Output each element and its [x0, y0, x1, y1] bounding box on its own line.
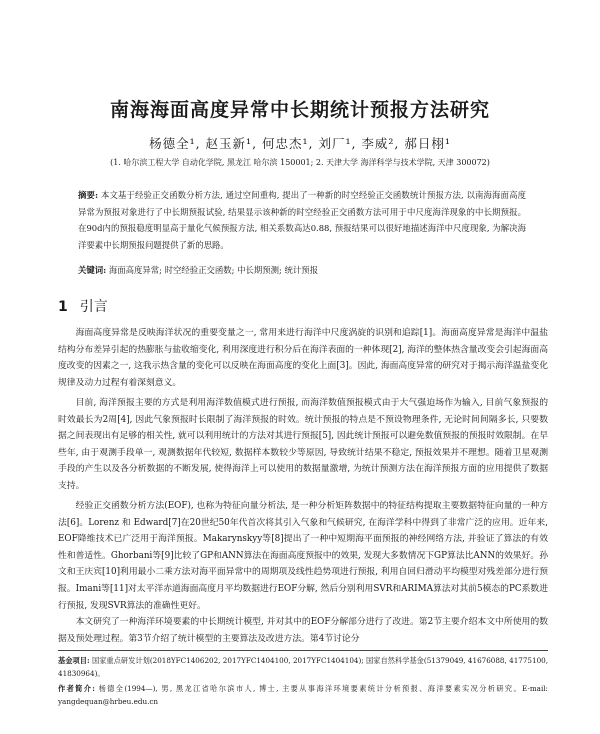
section-heading — [58, 296, 108, 316]
keywords-text: 海面高度异常; 时空经验正交函数; 中长期预测; 统计预报 — [108, 265, 318, 275]
body-paragraph — [58, 498, 548, 614]
section-number: 1 — [58, 299, 68, 315]
paragraph-text: 本文研究了一种海洋环境要素的中长期统计模型, 并对其中的EOF分解部分进行了改进。第2节主要介绍本文中所使用的数据及预处理过程。第3节介绍了统计模型的主要算法及改进方法。第4节讨论分 — [58, 617, 548, 644]
body-paragraph — [58, 325, 548, 391]
keywords — [78, 264, 526, 276]
footnote-funding — [58, 655, 548, 680]
paragraph-text: 经验正交函数分析方法(EOF), 也称为特征向量分析法, 是一种分析矩阵数据中的特征结构提取主要数据特征向量的一种方法[6]。Lorenz 和 Edward[7]在20世纪50年代首次将其引入气象和气候研究, 在海洋学科中得到了非常广泛的应用。近年来, EOF降维技术已广泛用于海洋预报。Makarynskyy等[8]提出了一种中短期海平面预报的神经网络方法, 并验证了算法的有效性和普适性。Ghorbani等[9]比较了GP和ANN算法在海面高度预报中的效果, 发现大多数情况下GP算法比ANN的效果好。孙文和王庆宾[10]利用最小二乘方法对海平面异常中的周期项及线性趋势项进行预报, 利用自回归滑动平均模型对残差部分进行预报。Imani等[11]对太平洋赤道海面高度月平均数据进行EOF分解, 然后分别利用SVR和ARIMA算法对其前5模态的PC系数进行预报, 发现SVR算法的准确性更好。 — [58, 501, 548, 611]
paper-title: 南海海面高度异常中长期统计预报方法研究 — [109, 99, 490, 121]
abstract-label: 摘要: — [78, 190, 99, 200]
footnote-divider — [58, 650, 548, 651]
abstract — [78, 187, 526, 253]
paragraph-text: 海面高度异常是反映海洋状况的重要变量之一, 常用来进行海洋中尺度涡旋的识别和追踪[1]。海面高度异常是海洋中温盐结构分布差异引起的热膨胀与盐收缩变化, 利用深度进行积分后在海洋表面的一种体现[2], 海洋的整体热含量改变会引起海面高度改变的因素之一, 这我示热含量的变化可以反映在海面高度的变化上面[3]。因此, 海面高度异常的研究对于揭示海洋温盐变化规律及动力过程有着深刻意义。 — [58, 328, 548, 388]
footnote-label: 基金项目: — [58, 656, 90, 665]
affiliation: (1. 哈尔滨工程大学 自动化学院, 黑龙江 哈尔滨 150001; 2. 天津大学 海洋科学与技术学院, 天津 300072) — [110, 158, 490, 167]
footnote-label: 作者简介: — [58, 684, 95, 693]
section-title: 引言 — [79, 299, 108, 315]
footnote-text: 杨德全(1994—), 男, 黑龙江省哈尔滨市人, 博士, 主要从事海洋环境要素统计分析预报、海洋要素实况分析研究。E-mail: yangdequan@hrbeu.edu.cn — [58, 684, 548, 706]
keywords-label: 关键词: — [78, 265, 107, 275]
body-paragraph — [58, 614, 548, 647]
author-list: 杨德全¹, 赵玉新¹, 何忠杰¹, 刘厂¹, 李威², 郝日栩¹ — [149, 136, 451, 151]
body-paragraph — [58, 395, 548, 495]
paragraph-text: 目前, 海洋预报主要的方式是利用海洋数值模式进行预报, 而海洋数值预报模式由于大气强迫场作为输入, 目前气象预报的时效最长为2周[4], 因此气象预报时长限制了海洋预报的时效。统计预报的特点是不预设物理条件, 无论时间间隔多长, 只要数据之间表现出有足够的相关性, 就可以利用统计的方法对其进行预报[5], 因此统计预报可以避免数值预报的预报时效限制。在早些年, 由于观测手段单一, 观测数据年代较短, 数据样本数较少等原因, 导致统计结果不稳定, 预报效果并不理想。随着卫星观测手段的产生以及各分析数据的不断发展, 使得海洋上可以使用的数据量激增, 为统计预测方法在海洋预报方面的应用提供了数据支持。 — [58, 398, 548, 491]
abstract-text: 本文基于经验正交函数分析方法, 通过空间重构, 提出了一种新的时空经验正交函数统计预报方法, 以南海海面高度异常为预报对象进行了中长期预报试验, 结果显示该种新的时空经验正交函数方法可用于中尺度海洋现象的中长期预报。在90d内的预报稳度明显高于量化气候预报方法, 相关系数高达0.88, 预报结果可以很好地描述海洋中尺度现象, 为解决海洋要素中长期预报问题提供了新的思路。 — [78, 190, 526, 250]
footnote-author — [58, 683, 548, 708]
footnote-text: 国家重点研发计划(2018YFC1406202, 2017YFC1404100, 2017YFC1404104); 国家自然科学基金(51379049, 41676088, 41775100, 41830964)。 — [58, 656, 548, 678]
